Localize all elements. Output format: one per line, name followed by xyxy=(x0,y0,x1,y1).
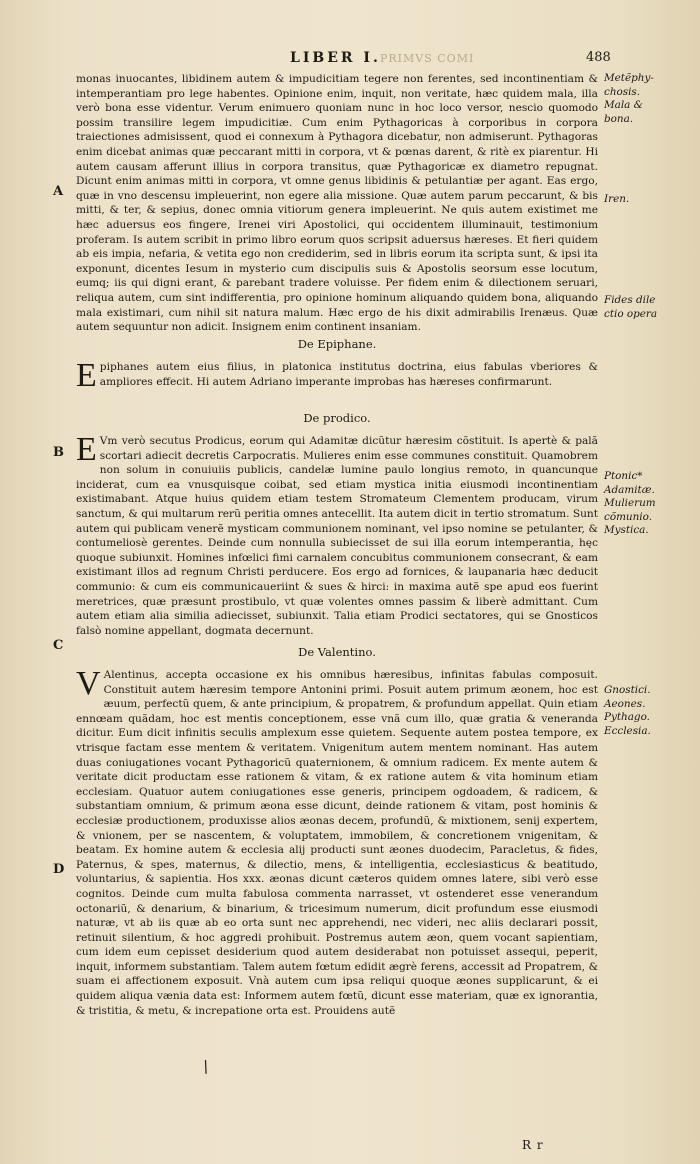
dropcap-v: V xyxy=(76,665,101,702)
valentino-block xyxy=(76,644,598,1018)
margin-note-gnostici xyxy=(604,684,694,738)
section-heading-valentino: De Valentino. xyxy=(298,645,376,659)
margin-line: Gnostici. xyxy=(604,684,651,696)
section-letter-a: A xyxy=(53,184,64,199)
dropcap-e: E xyxy=(76,357,97,394)
margin-line: Iren. xyxy=(604,193,630,205)
intro-paragraph: monas inuocantes, libidinem autem & impudicitiam tegere non ferentes, sed incontinentiam & intemperantiam pro lege habentes. Opinione enim, inquit, non veritate, hæc quidem mala, illa verò bona esse videntur. Verum enimuero quoniam nunc in hoc loco versor, nescio quomodo possim transilire legem impudicitiæ. Cum enim Pythagoricas à corporibus in corpora traiectiones admisissent, quod ei connexum à Pythagora dicebatur, non admiserunt. Pythagoras enim dicebat animas quæ peccarant mitti in corpora, vt & pœnas darent, & ritè ex piarentur. Hi autem causam afferunt illius in corpora transitus, quæ Pythagoricæ ex diametro repugnat. Dicunt enim animas mitti in corpora, vt omne genus libidinis & petulantiæ per agant. Eas ergo, quæ in vno descensu impleuerint, non egere alia missione. Quæ autem parum peccarunt, & bis mitti, & ter, & sepius, donec omnia vitiorum genera impleuerint. Ne quis autem existimet me hæc aduersus eos fingere, Irenei viri Apostolici, qui occidentem illuminauit, testimonium proferam. Is autem scribit in primo libro eorum quos scripsit aduersus hæreses. Et fieri quidem ab eis impia, nefaria, & vetita ego non crediderim, sed in libris eorum ita scripta sunt, & ipsi ita exponunt, dicentes Iesum in mysterio cum discipulis suis & Apostolis seorsum esse locutum, eumq; iis qui digni erant, & parebant tradere voluisse. Per fidem enim & dilectionem seruari, reliqua autem, cum sint indifferentia, pro opinione hominum aliquando quidem bona, aliquando mala existimari, cum nihil sit natura malum. Hæc ergo de his dixit admirabilis Irenæus. Quæ autem sequuntur non adicit. Insignem enim continent insaniam. xyxy=(76,73,598,334)
section-letter-c: C xyxy=(53,638,64,653)
signature-mark: R r xyxy=(522,1138,544,1152)
margin-note-metempsychosis xyxy=(604,72,694,126)
margin-note-iren xyxy=(604,193,694,207)
section-heading-epiphane: De Epiphane. xyxy=(297,337,377,351)
prodico-paragraph xyxy=(76,431,598,638)
margin-line: Mala & xyxy=(604,99,643,111)
intro-block xyxy=(76,72,598,335)
margin-line: Ecclesia. xyxy=(604,724,651,737)
epiphanes-paragraph xyxy=(76,357,598,394)
margin-note-ptonic xyxy=(604,470,694,538)
margin-line: Metẽphy- xyxy=(604,72,654,84)
page-number: 488 xyxy=(586,50,611,65)
dropcap-e2: E xyxy=(76,431,97,468)
epiphanes-block xyxy=(76,336,598,394)
page-header xyxy=(0,50,700,68)
section-letter-d: D xyxy=(53,862,65,877)
margin-line: chosis. xyxy=(604,85,641,98)
running-title: LIBER I. xyxy=(290,50,381,66)
valentino-paragraph xyxy=(76,665,598,1018)
margin-line: Ptonic* xyxy=(604,470,643,482)
margin-line: Aeones. xyxy=(604,697,646,710)
margin-line: Adamitæ. xyxy=(604,483,655,496)
bleed-through-title: PRIMVS COMI xyxy=(380,52,475,65)
margin-line: Mulierum xyxy=(604,497,656,509)
epiphanes-text: piphanes autem eius filius, in platonica institutus doctrina, eius fabulas vberiores & ampliores effecit. Hi autem Adriano imperante improbas has hæreses confirmarunt. xyxy=(99,361,598,388)
margin-line: bona. xyxy=(604,112,634,125)
ink-mark: / xyxy=(199,1056,212,1077)
section-heading-prodico: De prodico. xyxy=(303,411,371,425)
prodico-text: Vm verò secutus Prodicus, eorum qui Adamitæ dicũtur hæresim cõstituit. Is apertè & palã scortari adiecit decretis Carpocratis. Mulieres enim esse communes constituit. Quamobrem non solum in conuiuiis publicis, candelæ lumine paulo longius remoto, in quancunque inciderat, cum ea vnusquisque coibat, sed etiam mystica initia eiusmodi incontinentiam existimabant. Atque huius quidem etiam testem Stromateum Clementem producam, virum sanctum, & qui multarum rerũ peritia omnes antecellit. Ita autem dicit in tertio stromatum. Sunt autem qui publicam venerẽ mysticam communionem nominant, vel ipso nomine se petulanter, & contumeliosè gerentes. Deinde cum nonnulla subiecisset de sui illa eorum intemperantia, hęc quoque subiunxit. Homines infœlici fimi carnalem concubitus communionem consecrant, & eam existimant illos ad regnum Christi perducere. Eos ergo ad fornices, & laupanaria hæc deducit communio: & cum eis communicaueriint & sues & hirci: in maxima autẽ spe apud eos fuerint meretrices, quæ præsunt prostibulo, vt quæ volentes omnes passim & liberè admittant. Cum autem etiam alia similia adiecisset, subiunxit. Talia etiam Prodici sectatores, qui se Gnosticos falsò nomine appellant, dogmata decernunt. xyxy=(76,435,598,637)
prodico-block xyxy=(76,410,598,638)
margin-line: Pythago. xyxy=(604,711,650,723)
margin-note-fides xyxy=(604,294,694,321)
margin-line: cõmunio. xyxy=(604,510,653,523)
margin-line: Fides dile xyxy=(604,294,656,306)
valentino-text: Alentinus, accepta occasione ex his omnibus hæresibus, infinitas fabulas composuit. Constituit autem hæresim tempore Antonini primi. Posuit autem primum æonem, hoc est æuum, perfectũ quem, & ante principium, & propatrem, & profundum appellat. Quin etiam ennœam quãdam, hoc est mentis conceptionem, esse vnã cum illo, quæ gratia & veneranda dicitur. Eum dicit infinitis seculis amplexum esse quietem. Sequente autem postea tempore, ex vtrisque factam esse mentem & veritatem. Vnigenitum autem mentem nominant. Has autem duas coniugationes vocant Pythagoricũ quaternionem, & omnium radicem. Ex mente autem & veritate dicit productam esse rationem & vitam, & ex ratione autem & vita hominum etiam ecclesiam. Quatuor autem coniugationes esse generis, principem ogdoadem, & radicem, & substantiam omnium, & primum æona esse dicunt, deinde rationem & vitam, post hominis & ecclesiæ productionem, produxisse alios æonas decem, profundũ, & mixtionem, senij expertem, & vnionem, per se nascentem, & voluptatem, immobilem, & concretionem vnigenitam, & beatam. Ex homine autem & ecclesia alij producti sunt æones duodecim, Paracletus, & fides, Paternus, & spes, maternus, & dilectio, mens, & intelligentia, ecclesiasticus & beatitudo, voluntarius, & sapientia. Hos xxx. æonas dicunt cæteros quidem omnes latere, sibi verò esse cognitos. Deinde cum multa fabulosa commenta narrasset, vt ostenderet esse venerandum octonariũ, & denarium, & binarium, & tricesimum numerum, dicit profundum esse eiusmodi naturæ, vt ab iis quæ ab eo orta sunt nec apprehendi, nec videri, nec aliis declarari possit, retinuit silentium, & hoc aggredi prohibuit. Postremus autem æon, quem vocant sapientiam, cum idem eum cepisset desiderium quod autem desiderabat non potuisset assequi, peperit, inquit, informem substantiam. Talem autem fœtum edidit ægrè ferens, accessit ad Propatrem, & suam ei affectionem exposuit. Vnà autem cum ipsa reliqui quoque æones supplicarunt, & ei quidem aliqua vænia data est: Informem autem fœtũ, dicunt esse materiam, quæ ex ignorantia, & tristitia, & metu, & increpatione orta est. Prouidens autẽ xyxy=(76,669,598,1017)
margin-line: ctio opera xyxy=(604,307,658,320)
margin-line: Mystica. xyxy=(604,524,649,536)
section-letter-b: B xyxy=(53,445,64,460)
